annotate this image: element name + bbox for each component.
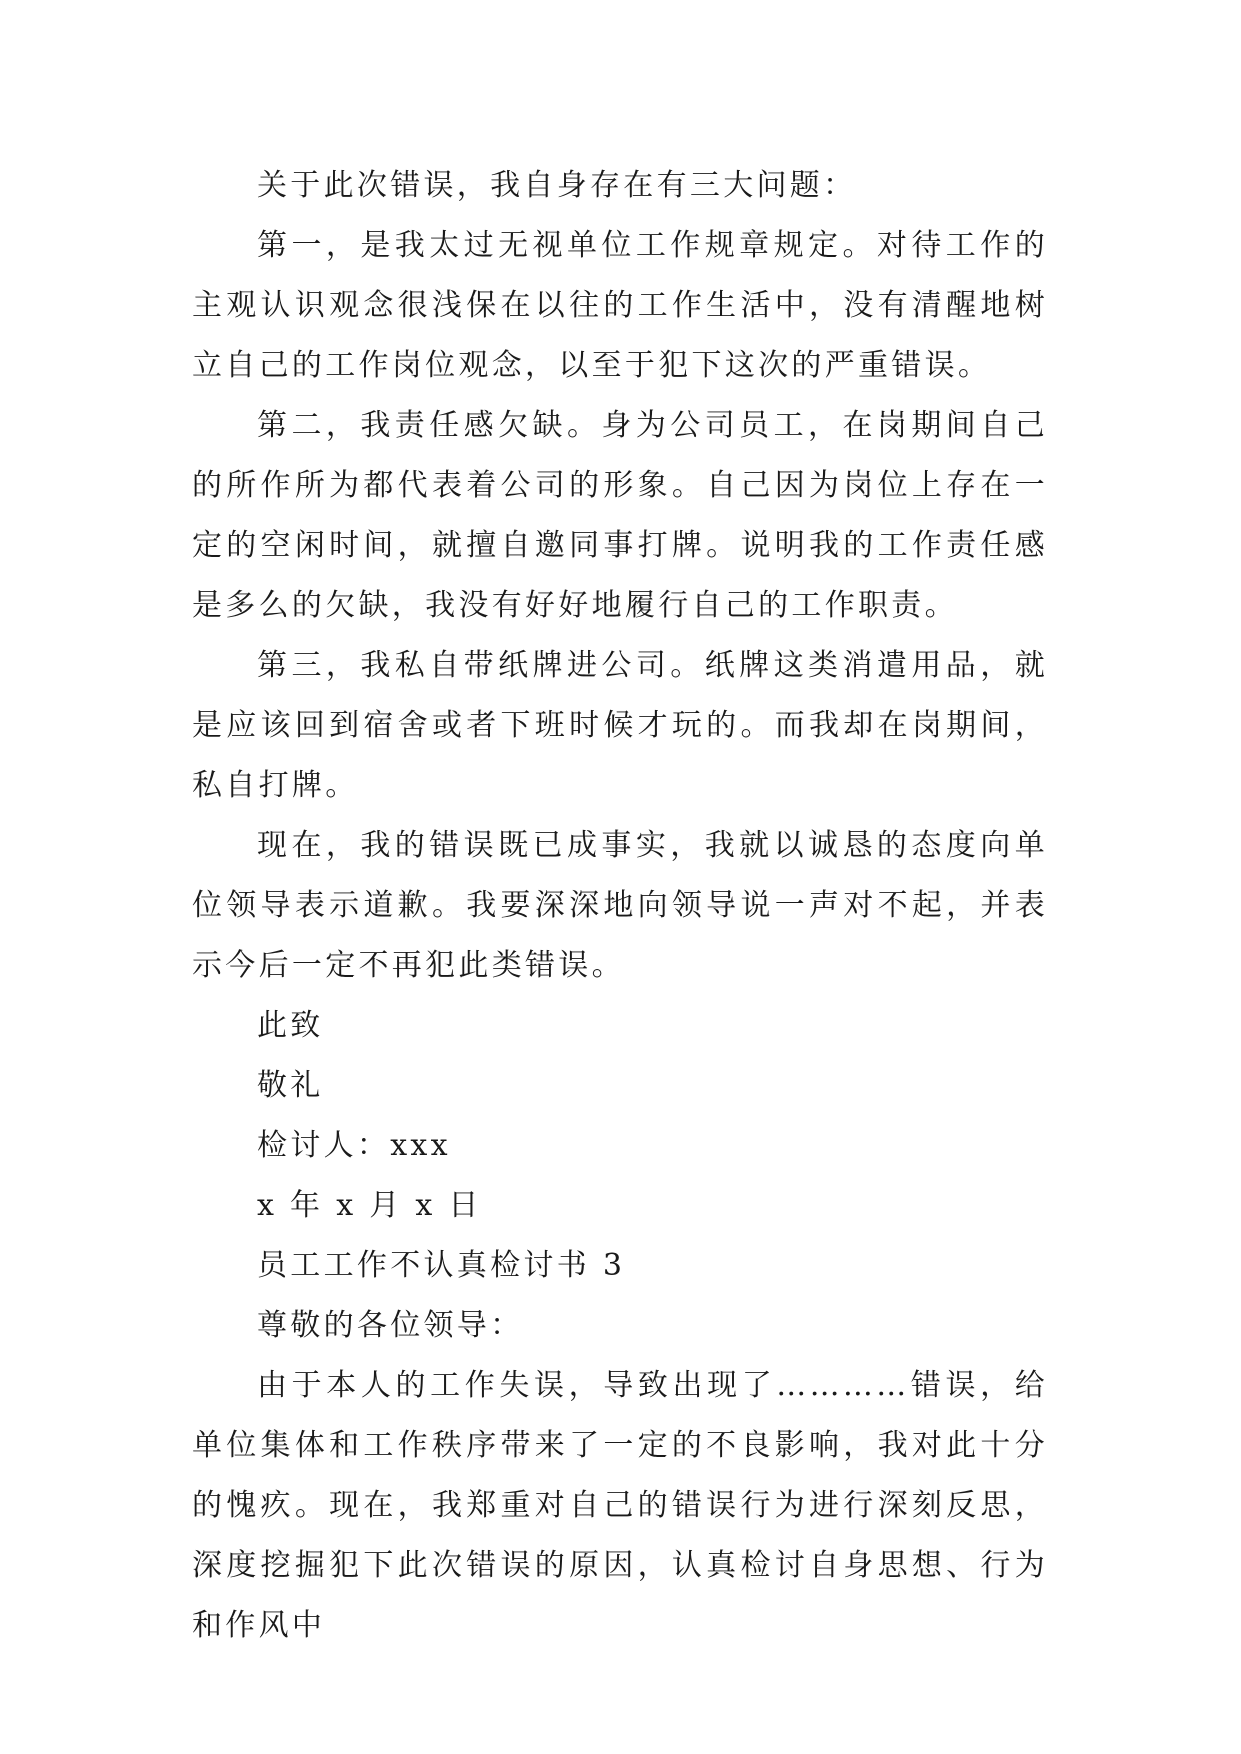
paragraph-apology: 现在，我的错误既已成事实，我就以诚恳的态度向单位领导表示道歉。我要深深地向领导说一声对不起，并表示今后一定不再犯此类错误。 <box>192 828 1048 983</box>
closing-salutation: 此致 <box>257 1008 324 1043</box>
paragraph-second-point: 第二，我责任感欠缺。身为公司员工，在岗期间自己的所作所为都代表着公司的形象。自己因为岗位上存在一定的空闲时间，就擅自邀同事打牌。说明我的工作责任感是多么的欠缺，我没有好好地履行自己的工作职责。 <box>192 408 1048 623</box>
signature-line: 检讨人：xxx <box>257 1128 451 1163</box>
section-title: 员工工作不认真检讨书 3 <box>257 1248 626 1283</box>
closing-regards: 敬礼 <box>257 1068 324 1103</box>
paragraph-third-point: 第三，我私自带纸牌进公司。纸牌这类消遣用品，就是应该回到宿舍或者下班时候才玩的。而我却在岗期间，私自打牌。 <box>192 648 1048 803</box>
paragraph-first-point: 第一，是我太过无视单位工作规章规定。对待工作的主观认识观念很浅保在以往的工作生活中，没有清醒地树立自己的工作岗位观念，以至于犯下这次的严重错误。 <box>192 228 1048 383</box>
date-line: x 年 x 月 x 日 <box>257 1188 482 1223</box>
document-body <box>192 156 1048 1656</box>
greeting: 尊敬的各位领导： <box>257 1308 524 1343</box>
paragraph-letter-body: 由于本人的工作失误，导致出现了…………错误，给单位集体和工作秩序带来了一定的不良影响，我对此十分的愧疚。现在，我郑重对自己的错误行为进行深刻反思，深度挖掘犯下此次错误的原因，认真检讨自身思想、行为和作风中 <box>192 1368 1048 1643</box>
paragraph-problems-intro: 关于此次错误，我自身存在有三大问题： <box>257 168 857 203</box>
